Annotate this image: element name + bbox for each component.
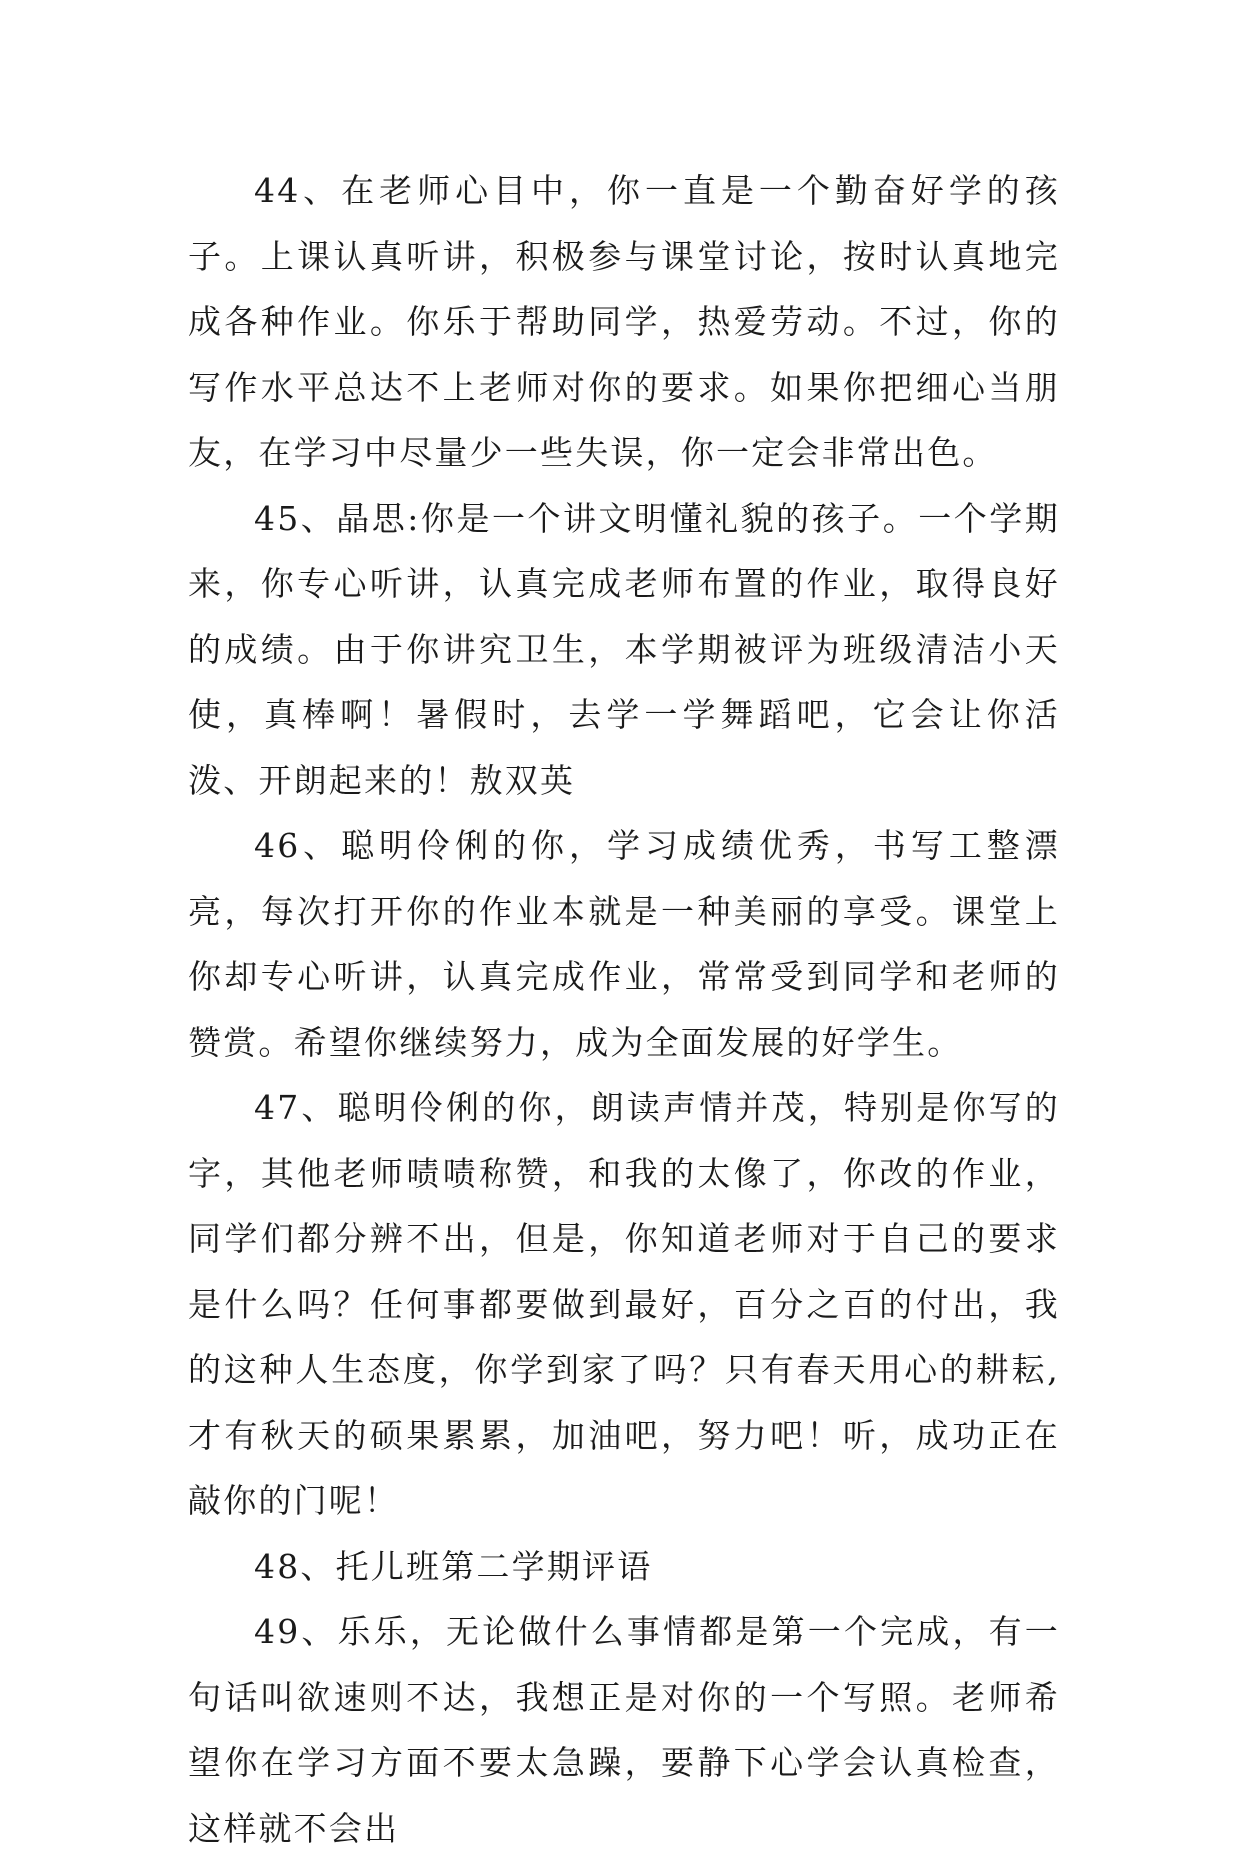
paragraph-49: 49、乐乐，无论做什么事情都是第一个完成，有一句话叫欲速则不达，我想正是对你的一个写照。老师希望你在学习方面不要太急躁，要静下心学会认真检查，这样就不会出 [188, 1612, 1060, 1848]
document-body [188, 158, 1060, 1861]
paragraph-48: 48、托儿班第二学期评语 [254, 1546, 653, 1586]
paragraph-47: 47、聪明伶俐的你，朗读声情并茂，特别是你写的字，其他老师啧啧称赞，和我的太像了，你改的作业，同学们都分辨不出，但是，你知道老师对于自己的要求是什么吗？任何事都要做到最好，百分之百的付出，我的这种人生态度，你学到家了吗？只有春天用心的耕耘,才有秋天的硕果累累，加油吧，努力吧！听，成功正在敲你的门呢！ [188, 1088, 1060, 1520]
paragraph-44: 44、在老师心目中，你一直是一个勤奋好学的孩子。上课认真听讲，积极参与课堂讨论，按时认真地完成各种作业。你乐于帮助同学，热爱劳动。不过，你的写作水平总达不上老师对你的要求。如果你把细心当朋友，在学习中尽量少一些失误，你一定会非常出色。 [188, 171, 1060, 472]
paragraph-46: 46、聪明伶俐的你，学习成绩优秀，书写工整漂亮，每次打开你的作业本就是一种美丽的享受。课堂上你却专心听讲，认真完成作业，常常受到同学和老师的赞赏。希望你继续努力，成为全面发展的好学生。 [188, 826, 1060, 1062]
paragraph-45: 45、晶思:你是一个讲文明懂礼貌的孩子。一个学期来，你专心听讲，认真完成老师布置的作业，取得良好的成绩。由于你讲究卫生，本学期被评为班级清洁小天使，真棒啊！暑假时，去学一学舞蹈吧，它会让你活泼、开朗起来的！敖双英 [188, 498, 1060, 800]
